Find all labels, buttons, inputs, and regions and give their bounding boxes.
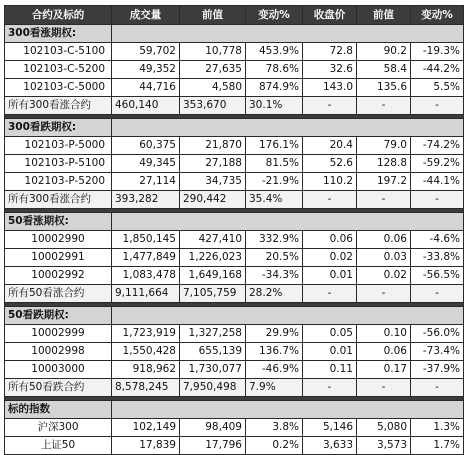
volume-cell: 393,282 [112, 191, 180, 209]
close-cell: 110.2 [303, 173, 357, 191]
section-title: 300看涨期权: [5, 25, 112, 43]
contract-name: 102103-P-5200 [5, 173, 112, 191]
table-row [5, 361, 464, 379]
volume-prev-cell: 4,580 [180, 79, 246, 97]
section-title: 标的指数 [5, 401, 112, 419]
close-prev-cell: 197.2 [357, 173, 411, 191]
volume-cell: 1,723,919 [112, 325, 180, 343]
contract-name: 102103-C-5000 [5, 79, 112, 97]
section-title: 300看跌期权: [5, 119, 112, 137]
table-row [5, 249, 464, 267]
close-prev-cell: 0.03 [357, 249, 411, 267]
contract-name: 102103-C-5100 [5, 43, 112, 61]
volume-change-cell: 29.9% [246, 325, 303, 343]
volume-cell: 102,149 [112, 419, 180, 437]
total-row [5, 191, 464, 209]
close-cell: 0.06 [303, 231, 357, 249]
volume-cell: 8,578,245 [112, 379, 180, 397]
volume-change-cell: 7.9% [246, 379, 303, 397]
close-prev-cell: 90.2 [357, 43, 411, 61]
volume-change-cell: 28.2% [246, 285, 303, 303]
volume-prev-cell: 1,730,077 [180, 361, 246, 379]
close-cell: - [303, 285, 357, 303]
section-title-row [5, 401, 464, 419]
table-row [5, 343, 464, 361]
volume-change-cell: 78.6% [246, 61, 303, 79]
section-title: 50看涨期权: [5, 213, 112, 231]
close-cell: 143.0 [303, 79, 357, 97]
total-label: 所有300看涨合约 [5, 97, 112, 115]
total-label: 所有50看涨合约 [5, 285, 112, 303]
volume-prev-cell: 1,649,168 [180, 267, 246, 285]
volume-prev-cell: 98,409 [180, 419, 246, 437]
close-cell: 20.4 [303, 137, 357, 155]
options-table [4, 5, 464, 455]
table-row [5, 79, 464, 97]
close-prev-cell: 0.10 [357, 325, 411, 343]
close-change-cell: - [411, 379, 464, 397]
volume-prev-cell: 17,796 [180, 437, 246, 455]
volume-change-cell: -34.3% [246, 267, 303, 285]
volume-cell: 1,083,478 [112, 267, 180, 285]
close-cell: - [303, 97, 357, 115]
close-prev-cell: 58.4 [357, 61, 411, 79]
contract-name: 10002992 [5, 267, 112, 285]
close-prev-cell: 5,080 [357, 419, 411, 437]
close-prev-cell: 128.8 [357, 155, 411, 173]
close-cell: 0.01 [303, 343, 357, 361]
volume-change-cell: 453.9% [246, 43, 303, 61]
volume-prev-cell: 290,442 [180, 191, 246, 209]
close-prev-cell: 0.06 [357, 231, 411, 249]
table-row [5, 267, 464, 285]
volume-prev-cell: 27,188 [180, 155, 246, 173]
volume-change-cell: 874.9% [246, 79, 303, 97]
volume-change-cell: 332.9% [246, 231, 303, 249]
total-row [5, 285, 464, 303]
volume-cell: 44,716 [112, 79, 180, 97]
close-change-cell: -44.1% [411, 173, 464, 191]
header-volume-change: 变动% [246, 6, 303, 25]
close-cell: 3,633 [303, 437, 357, 455]
volume-prev-cell: 10,778 [180, 43, 246, 61]
close-prev-cell: - [357, 97, 411, 115]
close-prev-cell: - [357, 379, 411, 397]
header-volume: 成交量 [112, 6, 180, 25]
close-change-cell: 1.3% [411, 419, 464, 437]
volume-change-cell: 176.1% [246, 137, 303, 155]
volume-cell: 49,345 [112, 155, 180, 173]
volume-cell: 60,375 [112, 137, 180, 155]
close-cell: 5,146 [303, 419, 357, 437]
table-row [5, 437, 464, 455]
close-cell: 0.02 [303, 249, 357, 267]
table-row [5, 325, 464, 343]
volume-prev-cell: 7,950,498 [180, 379, 246, 397]
close-change-cell: -56.0% [411, 325, 464, 343]
close-change-cell: - [411, 191, 464, 209]
volume-change-cell: -21.9% [246, 173, 303, 191]
volume-change-cell: 30.1% [246, 97, 303, 115]
close-change-cell: - [411, 97, 464, 115]
volume-prev-cell: 1,226,023 [180, 249, 246, 267]
close-change-cell: -37.9% [411, 361, 464, 379]
volume-cell: 27,114 [112, 173, 180, 191]
contract-name: 10002998 [5, 343, 112, 361]
contract-name: 102103-C-5200 [5, 61, 112, 79]
header-close-prev: 前值 [357, 6, 411, 25]
volume-prev-cell: 1,327,258 [180, 325, 246, 343]
table-row [5, 419, 464, 437]
contract-name: 10002999 [5, 325, 112, 343]
table-row [5, 231, 464, 249]
close-cell: 72.8 [303, 43, 357, 61]
contract-name: 10002990 [5, 231, 112, 249]
volume-prev-cell: 427,410 [180, 231, 246, 249]
volume-prev-cell: 353,670 [180, 97, 246, 115]
close-prev-cell: 0.06 [357, 343, 411, 361]
options-table-container [4, 5, 463, 455]
section-title-row [5, 213, 464, 231]
contract-name: 10002991 [5, 249, 112, 267]
contract-name: 102103-P-5000 [5, 137, 112, 155]
close-prev-cell: 0.02 [357, 267, 411, 285]
close-change-cell: - [411, 285, 464, 303]
close-prev-cell: 3,573 [357, 437, 411, 455]
section-title: 50看跌期权: [5, 307, 112, 325]
header-volume-prev: 前值 [180, 6, 246, 25]
index-name: 沪深300 [5, 419, 112, 437]
close-change-cell: -59.2% [411, 155, 464, 173]
volume-prev-cell: 21,870 [180, 137, 246, 155]
close-change-cell: -33.8% [411, 249, 464, 267]
volume-cell: 1,550,428 [112, 343, 180, 361]
index-name: 上证50 [5, 437, 112, 455]
table-row [5, 155, 464, 173]
volume-cell: 460,140 [112, 97, 180, 115]
table-row [5, 61, 464, 79]
section-title-row [5, 307, 464, 325]
volume-change-cell: -46.9% [246, 361, 303, 379]
close-prev-cell: 0.17 [357, 361, 411, 379]
close-change-cell: -4.6% [411, 231, 464, 249]
close-change-cell: -74.2% [411, 137, 464, 155]
total-row [5, 379, 464, 397]
close-cell: - [303, 379, 357, 397]
volume-prev-cell: 27,635 [180, 61, 246, 79]
contract-name: 10003000 [5, 361, 112, 379]
table-row [5, 173, 464, 191]
table-row [5, 43, 464, 61]
close-cell: - [303, 191, 357, 209]
volume-change-cell: 0.2% [246, 437, 303, 455]
close-cell: 0.01 [303, 267, 357, 285]
close-change-cell: 1.7% [411, 437, 464, 455]
volume-cell: 918,962 [112, 361, 180, 379]
header-row [5, 6, 464, 25]
volume-change-cell: 35.4% [246, 191, 303, 209]
close-cell: 0.11 [303, 361, 357, 379]
close-change-cell: -19.3% [411, 43, 464, 61]
section-title-row [5, 25, 464, 43]
volume-cell: 1,850,145 [112, 231, 180, 249]
volume-change-cell: 81.5% [246, 155, 303, 173]
volume-cell: 59,702 [112, 43, 180, 61]
volume-prev-cell: 655,139 [180, 343, 246, 361]
close-change-cell: 5.5% [411, 79, 464, 97]
close-change-cell: -73.4% [411, 343, 464, 361]
volume-change-cell: 20.5% [246, 249, 303, 267]
volume-prev-cell: 34,735 [180, 173, 246, 191]
close-cell: 0.05 [303, 325, 357, 343]
total-row [5, 97, 464, 115]
close-cell: 32.6 [303, 61, 357, 79]
close-change-cell: -56.5% [411, 267, 464, 285]
table-row [5, 137, 464, 155]
volume-cell: 9,111,664 [112, 285, 180, 303]
volume-prev-cell: 7,105,759 [180, 285, 246, 303]
close-prev-cell: - [357, 191, 411, 209]
volume-change-cell: 3.8% [246, 419, 303, 437]
volume-cell: 17,839 [112, 437, 180, 455]
header-close-change: 变动% [411, 6, 464, 25]
volume-cell: 1,477,849 [112, 249, 180, 267]
header-close: 收盘价 [303, 6, 357, 25]
close-cell: 52.6 [303, 155, 357, 173]
close-prev-cell: 135.6 [357, 79, 411, 97]
close-change-cell: -44.2% [411, 61, 464, 79]
contract-name: 102103-P-5100 [5, 155, 112, 173]
volume-change-cell: 136.7% [246, 343, 303, 361]
close-prev-cell: - [357, 285, 411, 303]
total-label: 所有300看涨合约 [5, 191, 112, 209]
section-title-row [5, 119, 464, 137]
volume-cell: 49,352 [112, 61, 180, 79]
close-prev-cell: 79.0 [357, 137, 411, 155]
total-label: 所有50看跌合约 [5, 379, 112, 397]
header-contract: 合约及标的 [5, 6, 112, 25]
